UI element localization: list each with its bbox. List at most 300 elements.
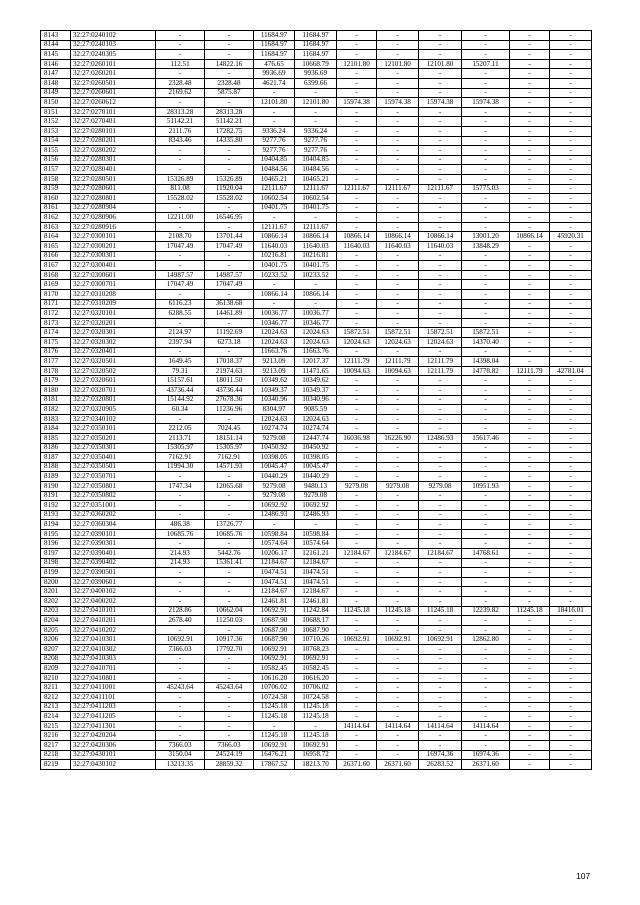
value-cell: 11663.76 — [295, 347, 337, 357]
value-cell: 11663.76 — [254, 347, 295, 357]
value-cell: - — [377, 712, 419, 722]
cadastral-number-cell: 32:27:0400102 — [71, 587, 156, 597]
value-cell: 9279.08 — [254, 491, 295, 501]
value-cell: 11245.18 — [295, 731, 337, 741]
table-row — [41, 222, 592, 232]
value-cell: - — [337, 491, 377, 501]
value-cell: - — [510, 309, 550, 319]
value-cell: - — [337, 117, 377, 127]
value-cell: 10602.54 — [254, 194, 295, 204]
value-cell: 12111.67 — [377, 184, 419, 194]
value-cell: 51142.21 — [205, 117, 254, 127]
value-cell: - — [337, 577, 377, 587]
value-cell: - — [510, 462, 550, 472]
value-cell: 5442.76 — [205, 549, 254, 559]
cadastral-number-cell: 32:27:0420306 — [71, 740, 156, 750]
value-cell: - — [550, 654, 592, 664]
value-cell: 15528.02 — [156, 194, 205, 204]
row-number-cell: 8170 — [41, 290, 71, 300]
value-cell: - — [510, 385, 550, 395]
value-cell: - — [510, 155, 550, 165]
value-cell: - — [462, 117, 510, 127]
value-cell: 10450.92 — [254, 443, 295, 453]
value-cell: 15361.41 — [205, 558, 254, 568]
value-cell: - — [462, 472, 510, 482]
value-cell: - — [377, 280, 419, 290]
value-cell: - — [205, 587, 254, 597]
value-cell: - — [337, 78, 377, 88]
value-cell: 9279.08 — [254, 481, 295, 491]
value-cell: - — [377, 645, 419, 655]
value-cell: 12024.63 — [377, 338, 419, 348]
value-cell: 15974.38 — [377, 98, 419, 108]
value-cell: 10692.91 — [377, 635, 419, 645]
cadastral-number-cell: 32:27:0340102 — [71, 414, 156, 424]
value-cell: - — [337, 702, 377, 712]
row-number-cell: 8194 — [41, 520, 71, 530]
value-cell: 10484.56 — [295, 165, 337, 175]
row-number-cell: 8202 — [41, 597, 71, 607]
cadastral-number-cell: 32:27:0310208 — [71, 290, 156, 300]
value-cell: 10685.76 — [205, 529, 254, 539]
row-number-cell: 8208 — [41, 654, 71, 664]
value-cell: - — [337, 568, 377, 578]
cadastral-number-cell: 32:27:0390601 — [71, 577, 156, 587]
value-cell: - — [510, 433, 550, 443]
row-number-cell: 8160 — [41, 194, 71, 204]
value-cell: - — [462, 616, 510, 626]
value-cell: 7366.03 — [156, 645, 205, 655]
row-number-cell: 8150 — [41, 98, 71, 108]
value-cell: - — [510, 88, 550, 98]
value-cell: 26371.60 — [337, 760, 377, 770]
row-number-cell: 8168 — [41, 270, 71, 280]
value-cell: - — [550, 280, 592, 290]
value-cell: - — [510, 40, 550, 50]
table-row — [41, 338, 592, 348]
value-cell: - — [156, 625, 205, 635]
value-cell: 12239.82 — [462, 606, 510, 616]
value-cell: 11640.03 — [295, 242, 337, 252]
cadastral-number-cell: 32:27:0390101 — [71, 529, 156, 539]
table-row — [41, 78, 592, 88]
row-number-cell: 8207 — [41, 645, 71, 655]
table-row — [41, 165, 592, 175]
row-number-cell: 8206 — [41, 635, 71, 645]
value-cell: - — [254, 213, 295, 223]
value-cell: 2124.97 — [156, 328, 205, 338]
value-cell: 214.93 — [156, 558, 205, 568]
value-cell: - — [510, 673, 550, 683]
value-cell: - — [550, 222, 592, 232]
value-cell: - — [337, 347, 377, 357]
value-cell: - — [419, 740, 462, 750]
value-cell: 2328.48 — [156, 78, 205, 88]
value-cell: - — [205, 146, 254, 156]
row-number-cell: 8157 — [41, 165, 71, 175]
value-cell: 476.65 — [254, 59, 295, 69]
value-cell: 12111.79 — [419, 357, 462, 367]
table-row — [41, 318, 592, 328]
value-cell: - — [337, 539, 377, 549]
value-cell: - — [156, 539, 205, 549]
value-cell: 12101.80 — [377, 59, 419, 69]
value-cell: - — [550, 78, 592, 88]
value-cell: 14987.57 — [156, 270, 205, 280]
cadastral-number-cell: 32:27:0390402 — [71, 558, 156, 568]
value-cell: 10574.64 — [254, 539, 295, 549]
value-cell: - — [510, 59, 550, 69]
value-cell: 10662.04 — [205, 606, 254, 616]
value-cell: 15305.97 — [156, 443, 205, 453]
value-cell: 7162.91 — [205, 453, 254, 463]
value-cell: - — [377, 213, 419, 223]
value-cell: 15872.51 — [462, 328, 510, 338]
value-cell: 11684.97 — [254, 40, 295, 50]
row-number-cell: 8190 — [41, 481, 71, 491]
value-cell: - — [462, 126, 510, 136]
value-cell: - — [510, 721, 550, 731]
value-cell: 15326.89 — [156, 174, 205, 184]
cadastral-number-cell: 32:27:0300201 — [71, 242, 156, 252]
row-number-cell: 8184 — [41, 424, 71, 434]
value-cell: - — [337, 712, 377, 722]
value-cell: - — [510, 472, 550, 482]
value-cell: - — [337, 654, 377, 664]
row-number-cell: 8216 — [41, 731, 71, 741]
row-number-cell: 8156 — [41, 155, 71, 165]
cadastral-number-cell: 32:27:0280301 — [71, 155, 156, 165]
value-cell: - — [462, 251, 510, 261]
value-cell: - — [377, 414, 419, 424]
value-cell: - — [550, 357, 592, 367]
value-cell: 9277.76 — [254, 146, 295, 156]
row-number-cell: 8169 — [41, 280, 71, 290]
cadastral-number-cell: 32:27:0320201 — [71, 318, 156, 328]
value-cell: - — [337, 376, 377, 386]
value-cell: 11245.18 — [510, 606, 550, 616]
value-cell: - — [419, 453, 462, 463]
value-cell: 10616.20 — [295, 673, 337, 683]
cadastral-number-cell: 32:27:0320501 — [71, 357, 156, 367]
value-cell: 11684.97 — [295, 40, 337, 50]
value-cell: - — [510, 510, 550, 520]
value-cell: 10401.75 — [254, 261, 295, 271]
value-cell: - — [510, 50, 550, 60]
value-cell: - — [462, 692, 510, 702]
value-cell: 13701.44 — [205, 232, 254, 242]
row-number-cell: 8177 — [41, 357, 71, 367]
value-cell: - — [419, 203, 462, 213]
value-cell: - — [462, 299, 510, 309]
cadastral-number-cell: 32:27:0350501 — [71, 462, 156, 472]
value-cell: - — [550, 270, 592, 280]
value-cell: - — [510, 126, 550, 136]
value-cell: 5875.87 — [205, 88, 254, 98]
table-row — [41, 174, 592, 184]
value-cell: 11242.84 — [295, 606, 337, 616]
value-cell: - — [205, 40, 254, 50]
value-cell: 11245.18 — [337, 606, 377, 616]
value-cell: - — [510, 117, 550, 127]
value-cell: - — [462, 453, 510, 463]
value-cell: 12486.93 — [254, 510, 295, 520]
value-cell: - — [462, 645, 510, 655]
value-cell: 12111.67 — [337, 184, 377, 194]
value-cell: - — [377, 529, 419, 539]
value-cell: 10346.77 — [295, 318, 337, 328]
value-cell: - — [377, 750, 419, 760]
value-cell: 21974.63 — [205, 366, 254, 376]
value-cell: - — [550, 731, 592, 741]
value-cell: 10398.05 — [254, 453, 295, 463]
value-cell: 15974.38 — [419, 98, 462, 108]
value-cell: 10706.02 — [295, 683, 337, 693]
value-cell: - — [550, 760, 592, 770]
value-cell: - — [462, 510, 510, 520]
cadastral-number-cell: 32:27:0280906 — [71, 213, 156, 223]
cadastral-number-cell: 32:27:0240305 — [71, 50, 156, 60]
value-cell: - — [462, 203, 510, 213]
value-cell: 10233.52 — [295, 270, 337, 280]
value-cell: - — [377, 376, 419, 386]
value-cell: - — [295, 721, 337, 731]
value-cell: 11245.18 — [254, 712, 295, 722]
value-cell: 10692.91 — [295, 740, 337, 750]
table-row — [41, 692, 592, 702]
value-cell: - — [510, 712, 550, 722]
value-cell: - — [510, 184, 550, 194]
value-cell: 11245.18 — [295, 702, 337, 712]
value-cell: 4621.74 — [254, 78, 295, 88]
table-row — [41, 194, 592, 204]
cadastral-number-cell: 32:27:0350801 — [71, 481, 156, 491]
value-cell: 12184.67 — [419, 549, 462, 559]
row-number-cell: 8178 — [41, 366, 71, 376]
cadastral-number-cell: 32:27:0411205 — [71, 712, 156, 722]
value-cell: 10036.77 — [254, 309, 295, 319]
value-cell: - — [550, 165, 592, 175]
value-cell: 14768.61 — [462, 549, 510, 559]
table-row — [41, 213, 592, 223]
value-cell: - — [462, 712, 510, 722]
value-cell: 1747.34 — [156, 481, 205, 491]
value-cell: 486.38 — [156, 520, 205, 530]
value-cell: - — [254, 107, 295, 117]
value-cell: - — [337, 50, 377, 60]
row-number-cell: 8158 — [41, 174, 71, 184]
value-cell: - — [419, 270, 462, 280]
table-row — [41, 414, 592, 424]
value-cell: 13213.35 — [156, 760, 205, 770]
table-row — [41, 433, 592, 443]
value-cell: - — [419, 692, 462, 702]
cadastral-number-cell: 32:27:0320301 — [71, 328, 156, 338]
value-cell: 112.51 — [156, 59, 205, 69]
row-number-cell: 8174 — [41, 328, 71, 338]
value-cell: 11245.18 — [254, 731, 295, 741]
row-number-cell: 8200 — [41, 577, 71, 587]
row-number-cell: 8180 — [41, 385, 71, 395]
value-cell: - — [377, 616, 419, 626]
value-cell: - — [462, 702, 510, 712]
value-cell: 8343.46 — [156, 136, 205, 146]
value-cell: 11920.04 — [205, 184, 254, 194]
value-cell: - — [419, 40, 462, 50]
value-cell: 10668.79 — [295, 59, 337, 69]
value-cell: - — [377, 309, 419, 319]
cadastral-number-cell: 32:27:0260101 — [71, 59, 156, 69]
value-cell: 15157.61 — [156, 376, 205, 386]
value-cell: 12184.67 — [295, 558, 337, 568]
value-cell: - — [419, 491, 462, 501]
value-cell: - — [156, 568, 205, 578]
table-row — [41, 635, 592, 645]
value-cell: 14114.64 — [377, 721, 419, 731]
value-cell: 12111.67 — [419, 184, 462, 194]
value-cell: - — [337, 261, 377, 271]
value-cell: - — [156, 318, 205, 328]
table-row — [41, 606, 592, 616]
value-cell: - — [419, 385, 462, 395]
value-cell: - — [205, 251, 254, 261]
row-number-cell: 8191 — [41, 491, 71, 501]
row-number-cell: 8149 — [41, 88, 71, 98]
cadastral-number-cell: 32:27:0410302 — [71, 645, 156, 655]
value-cell: - — [510, 597, 550, 607]
cadastral-number-cell: 32:27:0300301 — [71, 251, 156, 261]
value-cell: - — [419, 395, 462, 405]
value-cell: - — [510, 338, 550, 348]
value-cell: - — [510, 318, 550, 328]
value-cell: - — [377, 251, 419, 261]
value-cell: 9480.13 — [295, 481, 337, 491]
value-cell: - — [419, 731, 462, 741]
value-cell: - — [377, 40, 419, 50]
value-cell: - — [462, 40, 510, 50]
value-cell: - — [550, 184, 592, 194]
cadastral-number-cell: 32:27:0320502 — [71, 366, 156, 376]
value-cell: 12065.68 — [205, 481, 254, 491]
table-row — [41, 501, 592, 511]
table-row — [41, 683, 592, 693]
value-cell: - — [550, 712, 592, 722]
value-cell: - — [419, 520, 462, 530]
value-cell: 15326.89 — [205, 174, 254, 184]
cadastral-number-cell: 32:27:0390401 — [71, 549, 156, 559]
row-number-cell: 8155 — [41, 146, 71, 156]
value-cell: - — [550, 635, 592, 645]
page-number: 107 — [576, 871, 591, 881]
value-cell: 43736.44 — [205, 385, 254, 395]
table-row — [41, 261, 592, 271]
table-row — [41, 645, 592, 655]
value-cell: - — [550, 146, 592, 156]
value-cell: - — [550, 242, 592, 252]
value-cell: - — [377, 472, 419, 482]
value-cell: - — [295, 299, 337, 309]
value-cell: - — [156, 165, 205, 175]
value-cell: 10692.91 — [295, 654, 337, 664]
value-cell: - — [510, 491, 550, 501]
row-number-cell: 8210 — [41, 673, 71, 683]
value-cell: - — [419, 664, 462, 674]
value-cell: - — [337, 31, 377, 41]
value-cell: - — [205, 673, 254, 683]
value-cell: - — [419, 261, 462, 271]
cadastral-number-cell: 32:27:0410701 — [71, 664, 156, 674]
value-cell: - — [205, 625, 254, 635]
value-cell: - — [205, 721, 254, 731]
value-cell: - — [377, 203, 419, 213]
row-number-cell: 8214 — [41, 712, 71, 722]
value-cell: 2108.70 — [156, 232, 205, 242]
table-row — [41, 529, 592, 539]
value-cell: 9279.08 — [419, 481, 462, 491]
row-number-cell: 8212 — [41, 692, 71, 702]
cadastral-number-cell: 32:27:0410202 — [71, 625, 156, 635]
value-cell: 11640.03 — [337, 242, 377, 252]
value-cell: - — [419, 625, 462, 635]
value-cell: 60.34 — [156, 405, 205, 415]
value-cell: - — [205, 98, 254, 108]
value-cell: - — [377, 702, 419, 712]
value-cell: - — [462, 155, 510, 165]
row-number-cell: 8172 — [41, 309, 71, 319]
value-cell: 15775.03 — [462, 184, 510, 194]
value-cell: 10274.74 — [295, 424, 337, 434]
cadastral-number-cell: 32:27:0280401 — [71, 165, 156, 175]
value-cell: - — [510, 635, 550, 645]
value-cell: 9336.24 — [254, 126, 295, 136]
cadastral-number-cell: 32:27:0350101 — [71, 424, 156, 434]
row-number-cell: 8167 — [41, 261, 71, 271]
value-cell: 17047.49 — [205, 280, 254, 290]
value-cell: 51142.21 — [156, 117, 205, 127]
value-cell: 16476.21 — [254, 750, 295, 760]
cadastral-number-cell: 32:27:0270101 — [71, 107, 156, 117]
value-cell: - — [419, 126, 462, 136]
value-cell: - — [550, 155, 592, 165]
value-cell: - — [377, 443, 419, 453]
value-cell: - — [419, 568, 462, 578]
value-cell: - — [550, 549, 592, 559]
cadastral-number-cell: 32:27:0280801 — [71, 194, 156, 204]
value-cell: 14778.82 — [462, 366, 510, 376]
value-cell: - — [337, 501, 377, 511]
value-cell: - — [462, 347, 510, 357]
row-number-cell: 8183 — [41, 414, 71, 424]
value-cell: 9213.09 — [254, 357, 295, 367]
row-number-cell: 8171 — [41, 299, 71, 309]
row-number-cell: 8164 — [41, 232, 71, 242]
value-cell: 2328.48 — [205, 78, 254, 88]
value-cell: 10401.75 — [254, 203, 295, 213]
value-cell: - — [462, 424, 510, 434]
value-cell: - — [419, 280, 462, 290]
value-cell: - — [419, 587, 462, 597]
value-cell: - — [419, 539, 462, 549]
value-cell: 16036.98 — [337, 433, 377, 443]
value-cell: - — [462, 501, 510, 511]
value-cell: - — [254, 299, 295, 309]
value-cell: - — [510, 625, 550, 635]
value-cell: - — [550, 539, 592, 549]
value-cell: - — [254, 117, 295, 127]
value-cell: 12024.63 — [419, 338, 462, 348]
row-number-cell: 8199 — [41, 568, 71, 578]
cadastral-number-cell: 32:27:0360202 — [71, 510, 156, 520]
